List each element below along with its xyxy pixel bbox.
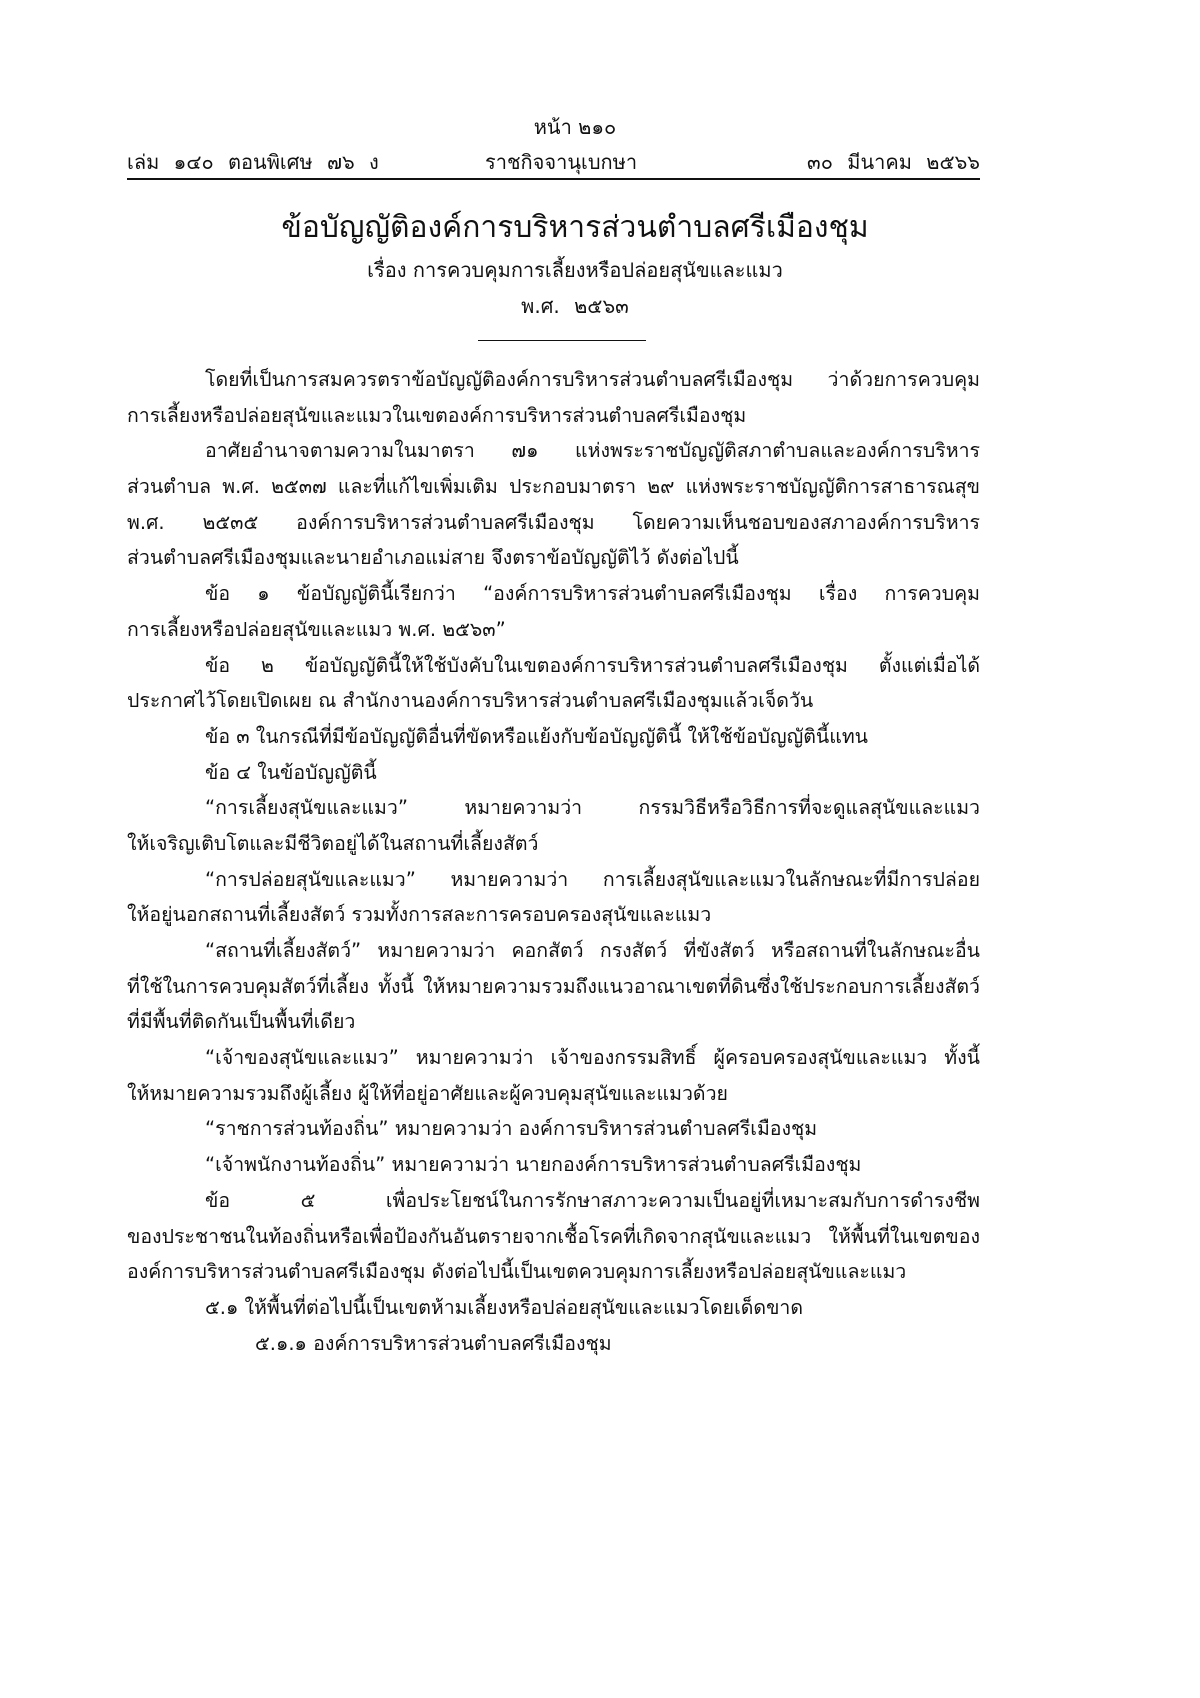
text-line: ข้อ ๓ ในกรณีที่มีข้อบัญญัติอื่นที่ขัดหรือแย้งกับข้อบัญญัตินี้ ให้ใช้ข้อบัญญัตินี้แทน [205,724,869,748]
header-divider [127,178,980,180]
paragraph [127,433,980,576]
title-divider [478,340,646,341]
text-line: ส่วนตำบล พ.ศ. ๒๕๓๗ และที่แก้ไขเพิ่มเติม ประกอบมาตรา ๒๙ แห่งพระราชบัญญัติการสาธารณสุข [127,475,980,499]
text-line: “เจ้าพนักงานท้องถิ่น” หมายความว่า นายกองค์การบริหารส่วนตำบลศรีเมืองชุม [205,1153,862,1177]
document-title: ข้อบัญญัติองค์การบริหารส่วนตำบลศรีเมืองชุม [281,210,869,245]
gazette-date: ๓๐ มีนาคม ๒๕๖๖ [807,150,980,174]
text-line: “ราชการส่วนท้องถิ่น” หมายความว่า องค์การบริหารส่วนตำบลศรีเมืองชุม [205,1117,818,1141]
text-line: ประกาศไว้โดยเปิดเผย ณ สำนักงานองค์การบริหารส่วนตำบลศรีเมืองชุมแล้วเจ็ดวัน [127,689,814,713]
text-line: ที่มีพื้นที่ติดกันเป็นพื้นที่เดียว [127,1010,356,1034]
text-line: “เจ้าของสุนัขและแมว” หมายความว่า เจ้าของกรรมสิทธิ์ ผู้ครอบครองสุนัขและแมว ทั้งนี้ [205,1046,980,1070]
page-number: หน้า ๒๑๐ [533,115,617,139]
document-year: พ.ศ. ๒๕๖๓ [521,294,629,318]
text-line: การเลี้ยงหรือปล่อยสุนัขและแมว พ.ศ. ๒๕๖๓” [127,617,506,641]
text-line: องค์การบริหารส่วนตำบลศรีเมืองชุม ดังต่อไปนี้เป็นเขตควบคุมการเลี้ยงหรือปล่อยสุนัขและแมว [127,1260,907,1284]
text-line: ๕.๑.๑ องค์การบริหารส่วนตำบลศรีเมืองชุม [255,1331,612,1355]
paragraph [127,648,980,719]
text-line: ส่วนตำบลศรีเมืองชุมและนายอำเภอแม่สาย จึงตราข้อบัญญัติไว้ ดังต่อไปนี้ [127,546,739,570]
text-line: ที่ใช้ในการควบคุมสัตว์ที่เลี้ยง ทั้งนี้ ให้หมายความรวมถึงแนวอาณาเขตที่ดินซึ่งใช้ประกอบการเลี้ยงสัตว์ [127,974,980,998]
text-line: อาศัยอำนาจตามความในมาตรา ๗๑ แห่งพระราชบัญญัติสภาตำบลและองค์การบริหาร [205,439,980,463]
text-line: ข้อ ๑ ข้อบัญญัตินี้เรียกว่า “องค์การบริหารส่วนตำบลศรีเมืองชุม เรื่อง การควบคุม [205,582,980,606]
paragraph [127,790,980,861]
text-line: ให้อยู่นอกสถานที่เลี้ยงสัตว์ รวมทั้งการสละการครอบครองสุนัขและแมว [127,903,712,927]
text-line: “การเลี้ยงสุนัขและแมว” หมายความว่า กรรมวิธีหรือวิธีการที่จะดูแลสุนัขและแมว [205,796,980,820]
text-line: “สถานที่เลี้ยงสัตว์” หมายความว่า คอกสัตว์ กรงสัตว์ ที่ขังสัตว์ หรือสถานที่ในลักษณะอื่น [205,939,980,962]
text-line: ของประชาชนในท้องถิ่นหรือเพื่อป้องกันอันตรายจากเชื้อโรคที่เกิดจากสุนัขและแมว ให้พื้นที่ในเขตของ [127,1224,980,1248]
paragraph [127,862,980,933]
text-line: การเลี้ยงหรือปล่อยสุนัขและแมวในเขตองค์การบริหารส่วนตำบลศรีเมืองชุม [127,403,747,427]
gazette-name: ราชกิจจานุเบกษา [485,150,638,174]
paragraph [127,1147,980,1183]
document-body [127,362,980,1361]
document-subtitle: เรื่อง การควบคุมการเลี้ยงหรือปล่อยสุนัขและแมว [367,258,783,282]
gazette-volume-issue: เล่ม ๑๔๐ ตอนพิเศษ ๗๖ ง [127,150,379,174]
paragraph [127,755,980,791]
text-line: ข้อ ๒ ข้อบัญญัตินี้ให้ใช้บังคับในเขตองค์การบริหารส่วนตำบลศรีเมืองชุม ตั้งแต่เมื่อได้ [205,653,980,677]
text-line: โดยที่เป็นการสมควรตราข้อบัญญัติองค์การบริหารส่วนตำบลศรีเมืองชุม ว่าด้วยการควบคุม [205,368,980,391]
paragraph [127,362,980,433]
text-line: ให้เจริญเติบโตและมีชีวิตอยู่ได้ในสถานที่เลี้ยงสัตว์ [127,831,539,855]
text-line: ข้อ ๔ ในข้อบัญญัตินี้ [205,760,377,784]
paragraph [127,1290,980,1326]
text-line: พ.ศ. ๒๕๓๕ องค์การบริหารส่วนตำบลศรีเมืองชุม โดยความเห็นชอบของสภาองค์การบริหาร [127,510,980,534]
paragraph [127,1040,980,1111]
text-line: ข้อ ๕ เพื่อประโยชน์ในการรักษาสภาวะความเป็นอยู่ที่เหมาะสมกับการดำรงชีพ [205,1188,980,1212]
paragraph [127,1326,980,1362]
paragraph [127,933,980,1040]
paragraph [127,1111,980,1147]
paragraph [127,576,980,647]
text-line: ๕.๑ ให้พื้นที่ต่อไปนี้เป็นเขตห้ามเลี้ยงหรือปล่อยสุนัขและแมวโดยเด็ดขาด [205,1295,804,1319]
paragraph [127,719,980,755]
text-line: ให้หมายความรวมถึงผู้เลี้ยง ผู้ให้ที่อยู่อาศัยและผู้ควบคุมสุนัขและแมวด้วย [127,1081,728,1105]
paragraph [127,1183,980,1290]
text-line: “การปล่อยสุนัขและแมว” หมายความว่า การเลี้ยงสุนัขและแมวในลักษณะที่มีการปล่อย [205,867,980,891]
